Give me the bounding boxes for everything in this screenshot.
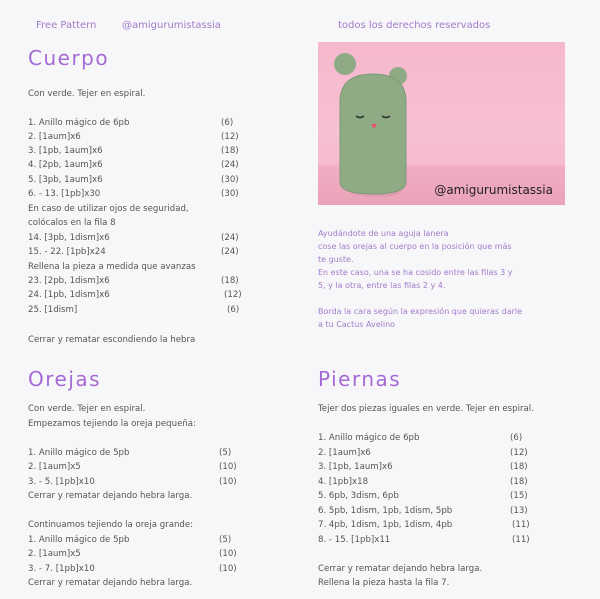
assembly-line: 5, y la otra, entre las filas 2 y 4.	[318, 281, 446, 290]
row-instruction: 1. Anillo mágico de 5pb	[28, 448, 130, 458]
row-instruction: 3. - 5. [1pb]x10	[28, 477, 95, 487]
row-count: (10)	[219, 462, 237, 472]
row-instruction: 3. - 7. [1pb]x10	[28, 564, 95, 574]
row-count: (10)	[219, 564, 237, 574]
cactus-amigurumi	[318, 42, 565, 205]
piernas-heading: Piernas	[318, 367, 402, 391]
row-instruction: 6. 5pb, 1dism, 1pb, 1dism, 5pb	[318, 506, 453, 516]
row-count: (5)	[219, 535, 232, 545]
row-instruction: 2. [1aum]x6	[28, 132, 81, 142]
row-instruction: 14. [3pb, 1dism]x6	[28, 233, 110, 243]
row-instruction: 4. [1pb]x18	[318, 477, 369, 487]
row-instruction: 5. [3pb, 1aum]x6	[28, 175, 103, 185]
author-handle: @amigurumistassia	[122, 20, 221, 31]
row-count: (11)	[512, 520, 530, 530]
free-pattern-label: Free Pattern	[36, 20, 97, 31]
row-instruction: 3. [1pb, 1aum]x6	[318, 462, 393, 472]
cuerpo-heading: Cuerpo	[28, 46, 110, 70]
row-count: (30)	[221, 189, 239, 199]
row-count: (10)	[219, 477, 237, 487]
row-instruction: 8. - 15. [1pb]x11	[318, 535, 391, 545]
row-count: (5)	[219, 448, 232, 458]
row-count: (6)	[227, 305, 240, 315]
row-instruction: 1. Anillo mágico de 6pb	[28, 118, 130, 128]
row-instruction: 15. - 22. [1pb]x24	[28, 247, 106, 257]
fill-note: Rellena la pieza a medida que avanzas	[28, 262, 196, 272]
row-instruction: 6. - 13. [1pb]x30	[28, 189, 101, 199]
piernas-finish: Cerrar y rematar dejando hebra larga.	[318, 564, 483, 574]
assembly-line: a tu Cactus Avelino	[318, 320, 396, 329]
assembly-line: te guste.	[318, 255, 354, 264]
row-count: (30)	[221, 175, 239, 185]
row-instruction: 1. Anillo mágico de 6pb	[318, 433, 420, 443]
row-count: (18)	[221, 146, 239, 156]
row-instruction: 23. [2pb, 1dism]x6	[28, 276, 110, 286]
row-count: (18)	[510, 477, 528, 487]
row-instruction: 2. [1aum]x5	[28, 462, 81, 472]
small-ear-intro: Empezamos tejiendo la oreja pequeña:	[28, 419, 196, 429]
cuerpo-finish: Cerrar y rematar escondiendo la hebra	[28, 335, 196, 345]
row-count: (11)	[512, 535, 530, 545]
photo-watermark: @amigurumistassia	[434, 183, 553, 197]
big-ear-finish: Cerrar y rematar dejando hebra larga.	[28, 578, 193, 588]
assembly-line: En este caso, una se ha cosido entre las filas 3 y	[318, 268, 513, 277]
row-instruction: 7. 4pb, 1dism, 1pb, 1dism, 4pb	[318, 520, 453, 530]
row-count: (24)	[221, 247, 239, 257]
row-count: (12)	[510, 448, 528, 458]
row-instruction: 25. [1dism]	[28, 305, 78, 315]
row-count: (15)	[510, 491, 528, 501]
orejas-heading: Orejas	[28, 367, 102, 391]
piernas-fill-note: Rellena la pieza hasta la fila 7.	[318, 578, 450, 588]
row-count: (12)	[221, 132, 239, 142]
rights-notice: todos los derechos reservados	[338, 20, 491, 31]
big-ear-intro: Continuamos tejiendo la oreja grande:	[28, 520, 194, 530]
row-instruction: 3. [1pb, 1aum]x6	[28, 146, 103, 156]
safety-eyes-note-row: colócalos en la fila 8	[28, 218, 116, 228]
amigurumi-photo	[318, 42, 565, 205]
row-count: (18)	[510, 462, 528, 472]
row-instruction: 2. [1aum]x5	[28, 549, 81, 559]
row-count: (6)	[510, 433, 523, 443]
row-instruction: 4. [2pb, 1aum]x6	[28, 160, 103, 170]
assembly-instructions	[318, 227, 588, 331]
small-ear-finish: Cerrar y rematar dejando hebra larga.	[28, 491, 193, 501]
orejas-intro: Con verde. Tejer en espiral.	[28, 404, 146, 414]
row-instruction: 1. Anillo mágico de 5pb	[28, 535, 130, 545]
row-instruction: 2. [1aum]x6	[318, 448, 371, 458]
row-count: (24)	[221, 160, 239, 170]
row-count: (12)	[224, 290, 242, 300]
row-count: (10)	[219, 549, 237, 559]
row-instruction: 24. [1pb, 1dism]x6	[28, 290, 110, 300]
assembly-line: Ayudándote de una aguja lanera	[318, 229, 449, 238]
assembly-line: cose las orejas al cuerpo en la posición que más	[318, 242, 512, 251]
safety-eyes-note: En caso de utilizar ojos de seguridad,	[28, 204, 189, 214]
cuerpo-intro: Con verde. Tejer en espiral.	[28, 89, 146, 99]
row-count: (18)	[221, 276, 239, 286]
row-count: (13)	[510, 506, 528, 516]
assembly-line: Borda la cara según la expresión que quieras darle	[318, 307, 523, 316]
row-instruction: 5. 6pb, 3dism, 6pb	[318, 491, 399, 501]
piernas-intro: Tejer dos piezas iguales en verde. Tejer en espiral.	[318, 404, 534, 414]
row-count: (6)	[221, 118, 234, 128]
row-count: (24)	[221, 233, 239, 243]
